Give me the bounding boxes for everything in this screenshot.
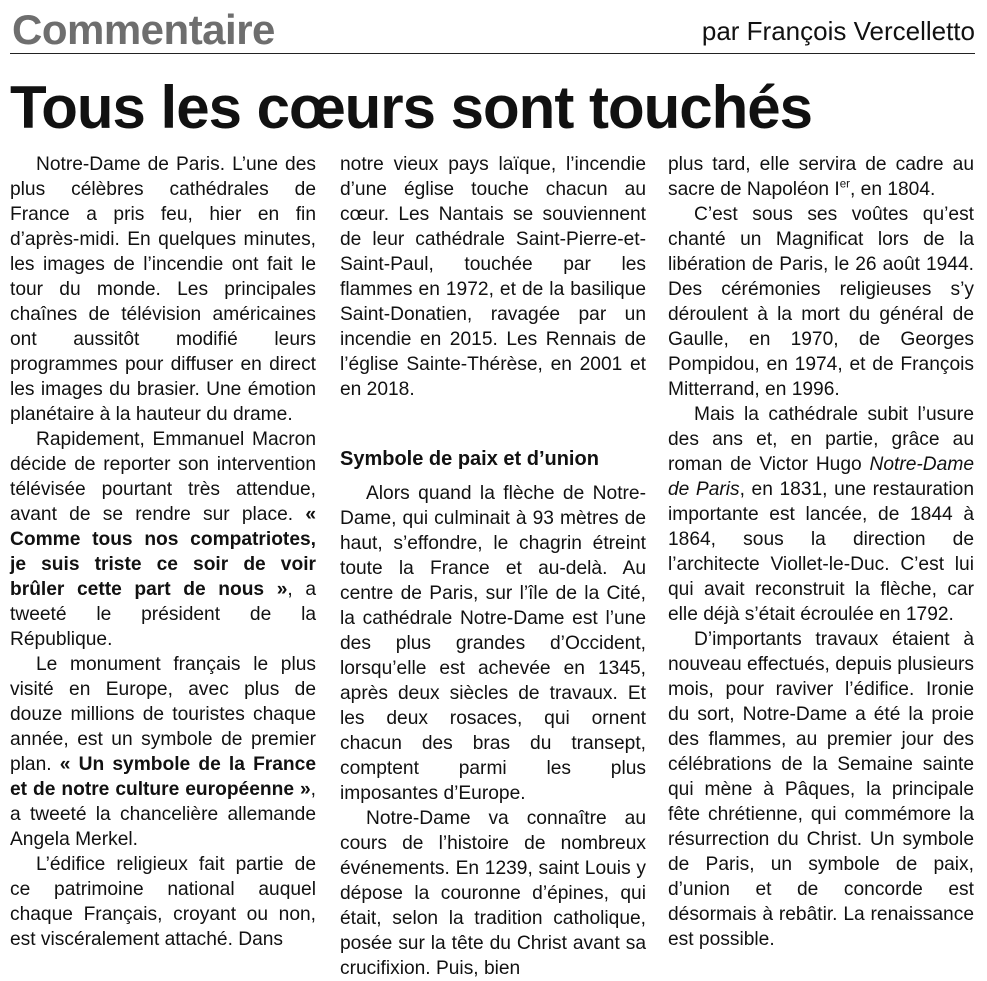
paragraph: D’importants travaux étaient à nouveau effectués, depuis plusieurs mois, pour raviver l’édifice. Ironie du sort, Notre-Dame a été la proie des flammes, au premier jour des célébrations de la Semaine sainte qui mène à Pâques, la principale fête chrétienne, qui commémore la résurrection du Christ. Un symbole de Paris, un symbole de paix, d’union et de concorde est désormais à rebâtir. La renaissance est possible.: [668, 629, 974, 950]
column-2: [340, 152, 646, 981]
paragraph-text: Le monument français le plus visité en Europe, avec plus de douze millions de touristes chaque année, est un symbole de premier plan.: [10, 654, 316, 775]
header-divider: [10, 53, 975, 54]
paragraph: [668, 152, 974, 202]
paragraph: Notre-Dame de Paris. L’une des plus célèbres cathédrales de France a pris feu, hier en fin d’après-midi. En quelques minutes, les images de l’incendie ont fait le tour du monde. Les principales chaînes de télévision américaines ont aussitôt modifié leurs programmes pour diffuser en direct les images du brasier. Une émotion planétaire à la hauteur du drame.: [10, 154, 316, 425]
column-3: [668, 152, 974, 952]
paragraph: [10, 427, 316, 652]
quote-macron: « Comme tous nos compatriotes, je suis triste ce soir de voir brûler cette part de nous »: [10, 504, 316, 600]
paragraph: Alors quand la flèche de Notre-Dame, qui culminait à 93 mètres de haut, s’effondre, le chagrin étreint toute la France et au-delà. Au centre de Paris, sur l’île de la Cité, la cathédrale Notre-Dame est l’une des plus grandes d’Occident, lorsqu’elle est achevée en 1345, après deux siècles de travaux. Et les deux rosaces, qui ornent chacun des bras du transept, comptent parmi les plus imposantes d’Europe.: [340, 483, 646, 804]
paragraph-text: Rapidement, Emmanuel Macron décide de reporter son intervention télévisée pourtant très attendue, avant de se rendre sur place.: [10, 429, 316, 525]
paragraph: notre vieux pays laïque, l’incendie d’une église touche chacun au cœur. Les Nantais se souviennent de leur cathédrale Saint-Pierre-et-Saint-Paul, touchée par les flammes en 1972, et de la basilique Saint-Donatien, ravagée par un incendie en 2015. Les Rennais de l’église Sainte-Thérèse, en 2001 et en 2018.: [340, 154, 646, 400]
paragraph-text: , a tweeté la chancelière allemande Angela Merkel.: [10, 779, 316, 850]
paragraph-text: , en 1831, une restauration importante est lancée, de 1844 à 1864, sous la direction de l’architecte Viollet-le-Duc. C’est lui qui avait reconstruit la flèche, car elle déjà s’était écroulée en 1792.: [668, 479, 974, 625]
paragraph: C’est sous ses voûtes qu’est chanté un Magnificat lors de la libération de Paris, le 26 août 1944. Des cérémonies religieuses s’y déroulent à la mort du général de Gaulle, en 1970, de Georges Pompidou, en 1974, et de François Mitterrand, en 1996.: [668, 204, 974, 400]
paragraph: L’édifice religieux fait partie de ce patrimoine national auquel chaque Français, croyant ou non, est viscéralement attaché. Dans: [10, 854, 316, 950]
rubric-title: Commentaire: [12, 6, 275, 53]
paragraph: [668, 402, 974, 627]
article-header: [10, 6, 975, 52]
author-byline: par François Vercelletto: [701, 16, 975, 46]
section-subheading: Symbole de paix et d’union: [340, 448, 599, 470]
paragraph: Notre-Dame va connaître au cours de l’histoire de nombreux événements. En 1239, saint Louis y dépose la couronne d’épines, qui était, selon la tradition catholique, posée sur la tête du Christ avant sa crucifixion. Puis, bien: [340, 808, 646, 979]
superscript: er: [839, 178, 850, 191]
quote-merkel: « Un symbole de la France et de notre culture européenne »: [10, 754, 316, 800]
column-1: [10, 152, 316, 952]
paragraph-text: , en 1804.: [849, 179, 936, 200]
paragraph-text: Mais la cathédrale subit l’usure des ans et, en partie, grâce au roman de Victor Hugo: [668, 404, 974, 475]
book-title: Notre-Dame de Paris: [668, 454, 974, 500]
article-body: [10, 152, 975, 979]
article-headline: Tous les cœurs sont touchés: [10, 74, 813, 141]
paragraph: [10, 652, 316, 852]
paragraph-text: plus tard, elle servira de cadre au sacre de Napoléon I: [668, 154, 974, 200]
paragraph-text: , a tweeté le président de la République.: [10, 579, 316, 650]
